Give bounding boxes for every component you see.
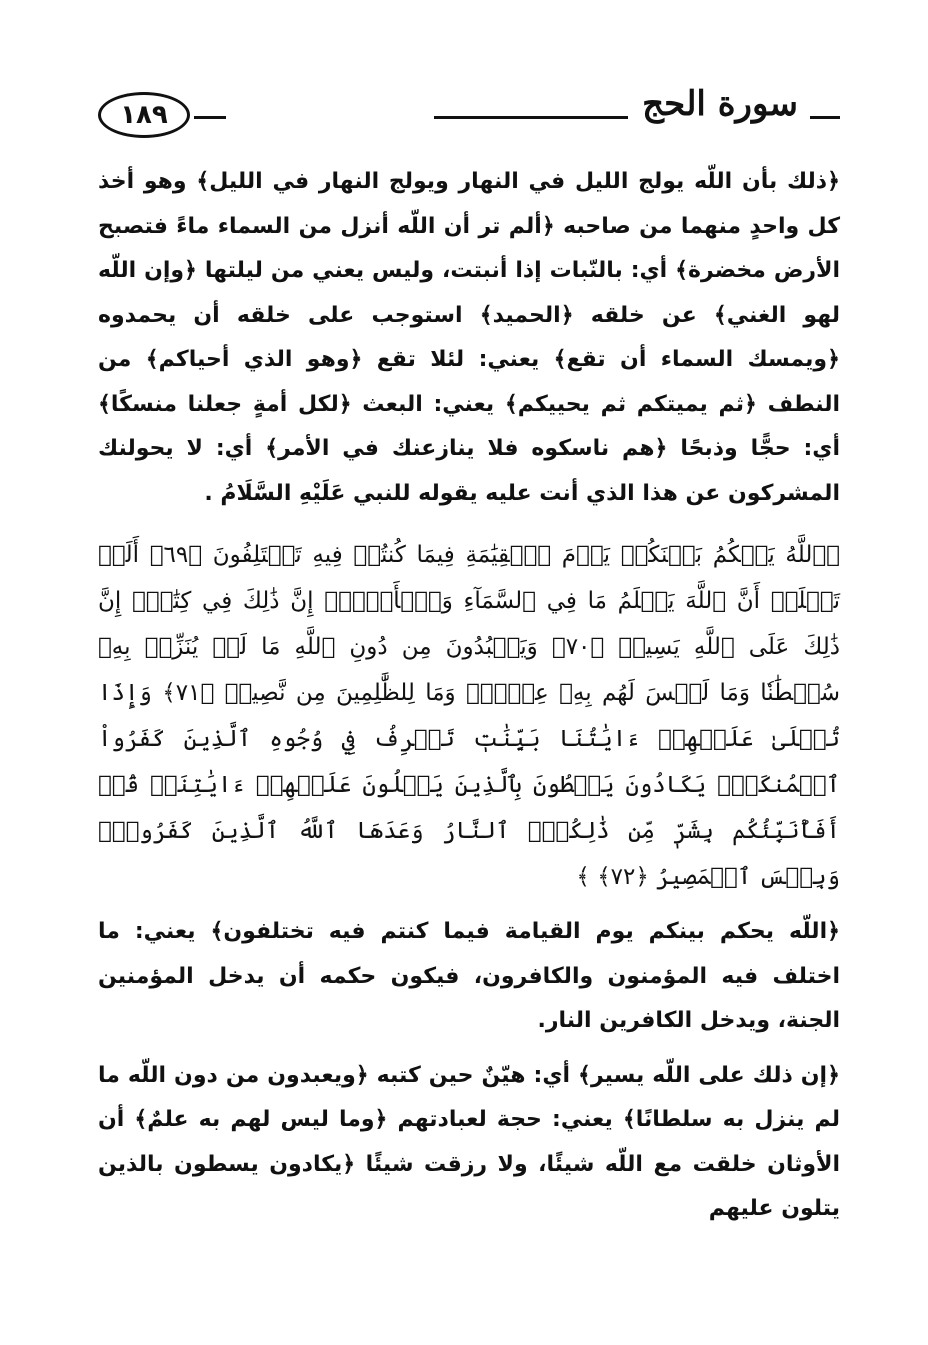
header-rule-right bbox=[810, 116, 840, 119]
book-page bbox=[98, 70, 840, 1270]
page-number: ١٨٩ bbox=[98, 92, 190, 138]
commentary-paragraph-3: ﴿إن ذلك على اللّه يسير﴾ أي: هيّنٌ حين كتبه ﴿ويعبدون من دون اللّه ما لم ينزل به سلطانًا﴾ يعني: حجة لعبادتهم ﴿وما ليس لهم به علمٌ﴾ أن الأوثان خلقت مع اللّه شيئًا، ولا رزقت شيئًا ﴿يكادون يسطون بالذين يتلون عليهم bbox=[98, 1062, 840, 1221]
header-rule-left bbox=[194, 116, 226, 119]
header-rule-middle bbox=[434, 116, 628, 119]
commentary-paragraph-1: ﴿ذلك بأن اللّه يولج الليل في النهار ويولج النهار في الليل﴾ وهو أخذ كل واحدٍ منهما من صاحبه ﴿ألم تر أن اللّه أنزل من السماء ماءً فتصبح الأرض مخضرة﴾ أي: بالنّبات إذا أنبتت، وليس يعني من ليلتها ﴿وإن اللّه لهو الغني﴾ عن خلقه ﴿الحميد﴾ استوجب على خلقه أن يحمدوه ﴿ويمسك السماء أن تقع﴾ يعني: لئلا تقع ﴿وهو الذي أحياكم﴾ من النطف ﴿ثم يميتكم ثم يحييكم﴾ يعني: البعث ﴿لكل أمةٍ جعلنا منسكًا﴾ أي: حجًّا وذبحًا ﴿هم ناسكوه فلا ينازعنك في الأمر﴾ أي: لا يحولنك المشركون عن هذا الذي أنت عليه يقوله للنبي عَلَيْهِ السَّلَامُ . bbox=[98, 169, 840, 506]
commentary-paragraph-2: ﴿اللّه يحكم بينكم يوم القيامة فيما كنتم فيه تختلفون﴾ يعني: ما اختلف فيه المؤمنون والكافرون، فيكون حكمه أن يدخل المؤمنين الجنة، ويدخل الكافرين النار. bbox=[98, 919, 840, 1033]
surah-title: سورة الحج bbox=[642, 84, 798, 124]
page-header bbox=[98, 70, 840, 160]
quran-verses-69-72: ﴿ٱللَّهُ يَحۡكُمُ بَيۡنَكُمۡ يَوۡمَ ٱلۡقِيَٰمَةِ فِيمَا كُنتُمۡ فِيهِ تَخۡتَلِفُونَ ﴿٦٩﴾ أَلَمۡ تَعۡلَمۡ أَنَّ ٱللَّهَ يَعۡلَمُ مَا فِي ٱلسَّمَآءِ وَٱلۡأَرۡضِۚ إِنَّ ذَٰلِكَ فِي كِتَٰبٍۚ إِنَّ ذَٰلِكَ عَلَى ٱللَّهِ يَسِيرٞ ﴿٧٠﴾ وَيَعۡبُدُونَ مِن دُونِ ٱللَّهِ مَا لَمۡ يُنَزِّلۡ بِهِۦ سُلۡطَٰنٗا وَمَا لَيۡسَ لَهُم بِهِۦ عِلۡمٞۗ وَمَا لِلظَّٰلِمِينَ مِن نَّصِيرٖ ﴿٧١﴾ وَإِذَا تُتۡلَىٰ عَلَيۡهِمۡ ءَايَٰتُنَا بَيِّنَٰتٖ تَعۡرِفُ فِي وُجُوهِ ٱلَّذِينَ كَفَرُواْ ٱلۡمُنكَرَۖ يَكَادُونَ يَسۡطُونَ بِٱلَّذِينَ يَتۡلُونَ عَلَيۡهِمۡ ءَايَٰتِنَاۗ قُلۡ أَفَأُنَبِّئُكُم بِشَرّٖ مِّن ذَٰلِكُمُۚ ٱلنَّارُ وَعَدَهَا ٱللَّهُ ٱلَّذِينَ كَفَرُواْۖ وَبِئۡسَ ٱلۡمَصِيرُ ﴿٧٢﴾ ﴾ bbox=[98, 542, 840, 890]
